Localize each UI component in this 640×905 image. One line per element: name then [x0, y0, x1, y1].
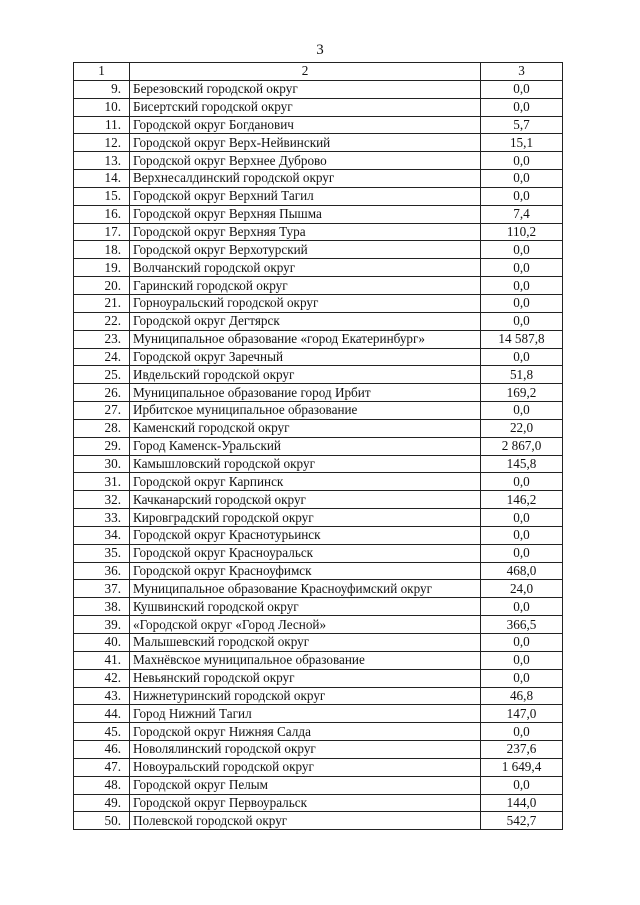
municipality-name-cell: Муниципальное образование «город Екатеринбург»	[130, 330, 481, 348]
municipality-name-cell: Городской округ Верхняя Тура	[130, 223, 481, 241]
amount-cell: 0,0	[481, 473, 563, 491]
amount-cell: 14 587,8	[481, 330, 563, 348]
row-number-cell: 16.	[74, 205, 130, 223]
table-row	[74, 580, 563, 598]
municipality-name-cell: Городской округ Нижняя Салда	[130, 723, 481, 741]
municipality-name-cell: Бисертский городской округ	[130, 98, 481, 116]
row-number-cell: 32.	[74, 491, 130, 509]
table-row	[74, 80, 563, 98]
amount-cell: 7,4	[481, 205, 563, 223]
table-row	[74, 348, 563, 366]
amount-cell: 0,0	[481, 509, 563, 527]
table-row	[74, 223, 563, 241]
table-row	[74, 312, 563, 330]
row-number-cell: 36.	[74, 562, 130, 580]
municipality-name-cell: Городской округ Верхний Тагил	[130, 187, 481, 205]
table-row	[74, 509, 563, 527]
amount-cell: 0,0	[481, 526, 563, 544]
amount-cell: 468,0	[481, 562, 563, 580]
municipality-name-cell: Волчанский городской округ	[130, 259, 481, 277]
row-number-cell: 39.	[74, 616, 130, 634]
amount-cell: 0,0	[481, 170, 563, 188]
amount-cell: 0,0	[481, 723, 563, 741]
table-row	[74, 758, 563, 776]
municipality-name-cell: Городской округ Пелым	[130, 776, 481, 794]
table-row	[74, 562, 563, 580]
amount-cell: 1 649,4	[481, 758, 563, 776]
table-row	[74, 812, 563, 830]
table-row	[74, 277, 563, 295]
amount-cell: 146,2	[481, 491, 563, 509]
row-number-cell: 41.	[74, 651, 130, 669]
municipality-name-cell: Городской округ Заречный	[130, 348, 481, 366]
row-number-cell: 12.	[74, 134, 130, 152]
amount-cell: 0,0	[481, 98, 563, 116]
row-number-cell: 25.	[74, 366, 130, 384]
table-row	[74, 723, 563, 741]
row-number-cell: 18.	[74, 241, 130, 259]
row-number-cell: 19.	[74, 259, 130, 277]
municipality-name-cell: Новоуральский городской округ	[130, 758, 481, 776]
row-number-cell: 13.	[74, 152, 130, 170]
municipality-name-cell: Верхнесалдинский городской округ	[130, 170, 481, 188]
row-number-cell: 50.	[74, 812, 130, 830]
amount-cell: 0,0	[481, 651, 563, 669]
row-number-cell: 31.	[74, 473, 130, 491]
row-number-cell: 42.	[74, 669, 130, 687]
amount-cell: 22,0	[481, 419, 563, 437]
table-row	[74, 366, 563, 384]
amount-cell: 2 867,0	[481, 437, 563, 455]
municipality-name-cell: Гаринский городской округ	[130, 277, 481, 295]
amount-cell: 0,0	[481, 312, 563, 330]
amount-cell: 46,8	[481, 687, 563, 705]
municipality-name-cell: Махнёвское муниципальное образование	[130, 651, 481, 669]
municipality-name-cell: Город Каменск-Уральский	[130, 437, 481, 455]
municipality-name-cell: Горноуральский городской округ	[130, 294, 481, 312]
municipality-name-cell: Березовский городской округ	[130, 80, 481, 98]
row-number-cell: 9.	[74, 80, 130, 98]
table-row	[74, 402, 563, 420]
table-row	[74, 455, 563, 473]
row-number-cell: 28.	[74, 419, 130, 437]
table-row	[74, 634, 563, 652]
row-number-cell: 43.	[74, 687, 130, 705]
municipality-name-cell: Городской округ Первоуральск	[130, 794, 481, 812]
amount-cell: 0,0	[481, 294, 563, 312]
municipality-name-cell: Нижнетуринский городской округ	[130, 687, 481, 705]
row-number-cell: 24.	[74, 348, 130, 366]
row-number-cell: 22.	[74, 312, 130, 330]
column-header-number: 1	[74, 63, 130, 81]
municipality-name-cell: Городской округ Верхотурский	[130, 241, 481, 259]
amount-cell: 366,5	[481, 616, 563, 634]
amount-cell: 0,0	[481, 277, 563, 295]
row-number-cell: 29.	[74, 437, 130, 455]
amount-cell: 169,2	[481, 384, 563, 402]
amount-cell: 145,8	[481, 455, 563, 473]
municipality-name-cell: Город Нижний Тагил	[130, 705, 481, 723]
row-number-cell: 40.	[74, 634, 130, 652]
municipality-name-cell: Ивдельский городской округ	[130, 366, 481, 384]
municipality-name-cell: Городской округ Красноуральск	[130, 544, 481, 562]
table-row	[74, 687, 563, 705]
table-row	[74, 491, 563, 509]
table-row	[74, 741, 563, 759]
row-number-cell: 46.	[74, 741, 130, 759]
row-number-cell: 17.	[74, 223, 130, 241]
municipality-name-cell: Городской округ Карпинск	[130, 473, 481, 491]
municipality-name-cell: Городской округ Дегтярск	[130, 312, 481, 330]
amount-cell: 0,0	[481, 152, 563, 170]
table-row	[74, 205, 563, 223]
amount-cell: 144,0	[481, 794, 563, 812]
municipality-name-cell: Кушвинский городской округ	[130, 598, 481, 616]
table-row	[74, 651, 563, 669]
table-row	[74, 776, 563, 794]
row-number-cell: 47.	[74, 758, 130, 776]
amount-cell: 147,0	[481, 705, 563, 723]
municipality-name-cell: «Городской округ «Город Лесной»	[130, 616, 481, 634]
municipality-name-cell: Ирбитское муниципальное образование	[130, 402, 481, 420]
amount-cell: 51,8	[481, 366, 563, 384]
amount-cell: 542,7	[481, 812, 563, 830]
table-row	[74, 241, 563, 259]
amount-cell: 0,0	[481, 187, 563, 205]
amount-cell: 0,0	[481, 259, 563, 277]
table-row	[74, 98, 563, 116]
municipality-name-cell: Городской округ Верх-Нейвинский	[130, 134, 481, 152]
municipality-name-cell: Городской округ Краснотурьинск	[130, 526, 481, 544]
amount-cell: 0,0	[481, 598, 563, 616]
municipality-name-cell: Муниципальное образование Красноуфимский округ	[130, 580, 481, 598]
municipality-name-cell: Каменский городской округ	[130, 419, 481, 437]
column-header-name: 2	[130, 63, 481, 81]
table-row	[74, 794, 563, 812]
amount-cell: 0,0	[481, 634, 563, 652]
table-row	[74, 294, 563, 312]
table-row	[74, 259, 563, 277]
municipality-name-cell: Полевской городской округ	[130, 812, 481, 830]
row-number-cell: 37.	[74, 580, 130, 598]
table-row	[74, 152, 563, 170]
row-number-cell: 26.	[74, 384, 130, 402]
municipality-name-cell: Качканарский городской округ	[130, 491, 481, 509]
row-number-cell: 10.	[74, 98, 130, 116]
amount-cell: 0,0	[481, 544, 563, 562]
row-number-cell: 44.	[74, 705, 130, 723]
municipality-name-cell: Кировградский городской округ	[130, 509, 481, 527]
row-number-cell: 11.	[74, 116, 130, 134]
municipality-name-cell: Малышевский городской округ	[130, 634, 481, 652]
amount-cell: 0,0	[481, 402, 563, 420]
table-row	[74, 330, 563, 348]
table-row	[74, 419, 563, 437]
amount-cell: 0,0	[481, 80, 563, 98]
amount-cell: 15,1	[481, 134, 563, 152]
table-row	[74, 187, 563, 205]
municipality-name-cell: Городской округ Верхняя Пышма	[130, 205, 481, 223]
amount-cell: 0,0	[481, 348, 563, 366]
row-number-cell: 49.	[74, 794, 130, 812]
row-number-cell: 30.	[74, 455, 130, 473]
municipality-name-cell: Камышловский городской округ	[130, 455, 481, 473]
municipality-name-cell: Городской округ Богданович	[130, 116, 481, 134]
amount-cell: 0,0	[481, 669, 563, 687]
amount-cell: 110,2	[481, 223, 563, 241]
municipality-name-cell: Муниципальное образование город Ирбит	[130, 384, 481, 402]
table-row	[74, 616, 563, 634]
row-number-cell: 45.	[74, 723, 130, 741]
row-number-cell: 27.	[74, 402, 130, 420]
row-number-cell: 21.	[74, 294, 130, 312]
municipality-name-cell: Невьянский городской округ	[130, 669, 481, 687]
table-row	[74, 170, 563, 188]
table-row	[74, 384, 563, 402]
row-number-cell: 20.	[74, 277, 130, 295]
row-number-cell: 48.	[74, 776, 130, 794]
municipality-name-cell: Городской округ Верхнее Дуброво	[130, 152, 481, 170]
table-row	[74, 705, 563, 723]
municipality-name-cell: Городской округ Красноуфимск	[130, 562, 481, 580]
row-number-cell: 23.	[74, 330, 130, 348]
table-row	[74, 598, 563, 616]
amount-cell: 24,0	[481, 580, 563, 598]
amount-cell: 5,7	[481, 116, 563, 134]
table-row	[74, 473, 563, 491]
row-number-cell: 33.	[74, 509, 130, 527]
page-number: 3	[316, 42, 324, 58]
table-row	[74, 669, 563, 687]
table-row	[74, 437, 563, 455]
table-row	[74, 526, 563, 544]
table-row	[74, 116, 563, 134]
row-number-cell: 15.	[74, 187, 130, 205]
row-number-cell: 34.	[74, 526, 130, 544]
table-row	[74, 134, 563, 152]
municipality-name-cell: Новолялинский городской округ	[130, 741, 481, 759]
row-number-cell: 38.	[74, 598, 130, 616]
table-header-row	[74, 63, 563, 81]
allocation-table	[73, 62, 563, 830]
amount-cell: 0,0	[481, 776, 563, 794]
amount-cell: 237,6	[481, 741, 563, 759]
column-header-value: 3	[481, 63, 563, 81]
row-number-cell: 14.	[74, 170, 130, 188]
row-number-cell: 35.	[74, 544, 130, 562]
amount-cell: 0,0	[481, 241, 563, 259]
table-row	[74, 544, 563, 562]
